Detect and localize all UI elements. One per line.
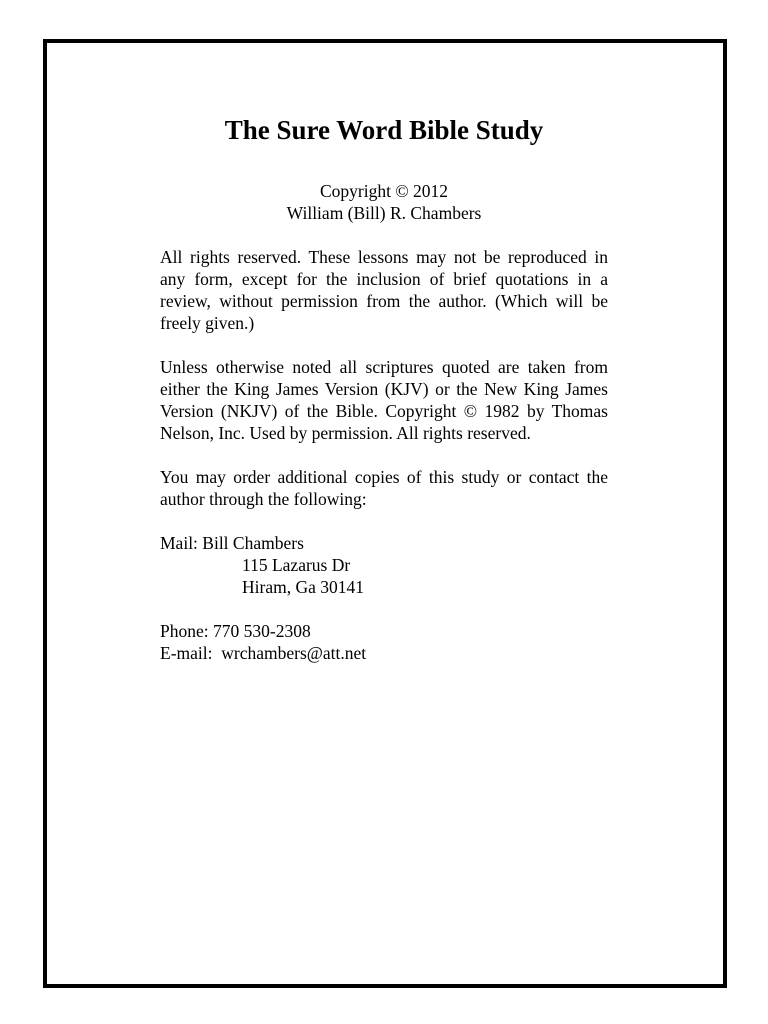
copyright-page-content (160, 110, 608, 664)
mail-city: Hiram, Ga 30141 (242, 577, 364, 597)
contact-info (160, 620, 608, 664)
copyright-year: Copyright © 2012 (319, 181, 449, 201)
author-name: William (Bill) R. Chambers (286, 203, 482, 223)
rights-paragraph: All rights reserved. These lessons may not be reproduced in any form, except for the inclusion of brief quotations in a review, without permission from the author. (Which will be freely given.) (160, 247, 608, 333)
phone-number: Phone: 770 530-2308 (160, 621, 311, 641)
copyright-notice (160, 180, 608, 224)
order-paragraph: You may order additional copies of this study or contact the author through the following: (160, 467, 608, 509)
mail-street: 115 Lazarus Dr (242, 555, 351, 575)
mail-name: Mail: Bill Chambers (160, 533, 304, 553)
email-address: E-mail: wrchambers@att.net (160, 643, 367, 663)
mailing-address (160, 532, 608, 598)
book-title: The Sure Word Bible Study (224, 115, 544, 145)
scriptures-paragraph: Unless otherwise noted all scriptures quoted are taken from either the King James Version (KJV) or the New King James Version (NKJV) of the Bible. Copyright © 1982 by Thomas Nelson, Inc. Used by permission. All rights reserved. (160, 357, 608, 443)
